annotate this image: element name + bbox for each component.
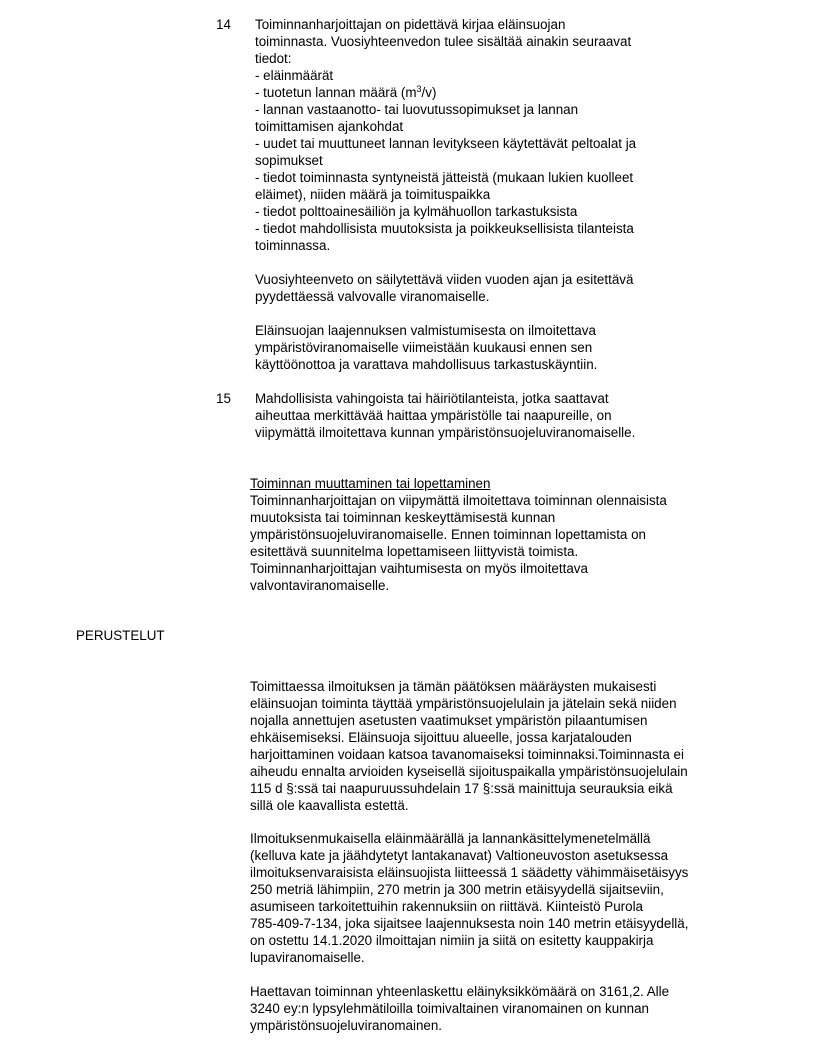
- text-line: Vuosiyhteenveto on säilytettävä viiden vuoden ajan ja esitettävä: [255, 272, 634, 287]
- list-item: eläimet), niiden määrä ja toimituspaikka: [255, 187, 491, 202]
- text-line: viipymättä ilmoitettava kunnan ympäristönsuojeluviranomaiselle.: [255, 425, 636, 440]
- list-item: - tiedot toiminnasta syntyneistä jätteistä (mukaan lukien kuolleet: [255, 170, 634, 185]
- text-line: käyttöönottoa ja varattava mahdollisuus tarkastuskäyntiin.: [255, 357, 598, 372]
- text-line: ympäristönsuojeluviranomainen.: [250, 1018, 443, 1033]
- change-section: [250, 475, 740, 594]
- item-14-paragraph-3: [255, 322, 745, 373]
- list-item: - uudet tai muuttuneet lannan levitykseen käytettävät peltoalat ja: [255, 136, 637, 151]
- item-14-text: [255, 16, 745, 254]
- text-line: Toiminnanharjoittajan vaihtumisesta on myös ilmoitettava: [250, 561, 588, 576]
- text-line: aiheuttaa merkittävää haittaa ympäristölle tai naapureille, on: [255, 408, 612, 423]
- text-line: toiminnasta. Vuosiyhteenvedon tulee sisältää ainakin seuraavat: [255, 34, 632, 49]
- list-item: - lannan vastaanotto- tai luovutussopimukset ja lannan: [255, 102, 579, 117]
- text-line: eläinsuojan toiminta täyttää ympäristönsuojelulain ja jätelain sekä niiden: [250, 696, 677, 711]
- text-line: Toimittaessa ilmoituksen ja tämän päätöksen määräysten mukaisesti: [250, 679, 657, 694]
- list-item: sopimukset: [255, 153, 323, 168]
- text-line: ehkäisemiseksi. Eläinsuoja sijoittuu alueelle, jossa karjatalouden: [250, 730, 632, 745]
- item-14-paragraph-2: [255, 271, 745, 305]
- text-line: pyydettäessä valvovalle viranomaiselle.: [255, 289, 490, 304]
- text-line: Mahdollisista vahingoista tai häiriötilanteista, jotka saattavat: [255, 391, 609, 406]
- perustelut-paragraph-1: [250, 678, 740, 814]
- text-line: valvontaviranomaiselle.: [250, 578, 390, 593]
- list-item: [255, 84, 745, 101]
- text-line: ympäristönsuojeluviranomaiselle. Ennen toiminnan lopettamista on: [250, 527, 646, 542]
- text-line: 3240 ey:n lypsylehmätiloilla toimivaltainen viranomainen on kunnan: [250, 1001, 649, 1016]
- list-item-text: - tuotetun lannan määrä (m: [255, 85, 417, 100]
- text-line: (kelluva kate ja jäähdytetyt lantakanavat) Valtioneuvoston asetuksessa: [250, 848, 669, 863]
- list-item: toimittamisen ajankohdat: [255, 119, 404, 134]
- list-item-text: /v): [421, 85, 437, 100]
- item-14-number: 14: [216, 17, 231, 32]
- text-line: Ilmoituksenmukaisella eläinmäärällä ja lannankäsittelymenetelmällä: [250, 831, 651, 846]
- text-line: aiheudu ennalta arvioiden kyseisellä sijoituspaikalla ympäristönsuojelulain: [250, 764, 688, 779]
- text-line: harjoittaminen voidaan katsoa tavanomaiseksi toiminnaksi.Toiminnasta ei: [250, 747, 684, 762]
- list-item: - tiedot polttoainesäiliön ja kylmähuollon tarkastuksista: [255, 204, 578, 219]
- text-line: tiedot:: [255, 51, 292, 66]
- text-line: muutoksista tai toiminnan keskeyttämisestä kunnan: [250, 510, 556, 525]
- text-line: Eläinsuojan laajennuksen valmistumisesta on ilmoitettava: [255, 323, 596, 338]
- text-line: Toiminnanharjoittajan on viipymättä ilmoitettava toiminnan olennaisista: [250, 493, 667, 508]
- superscript: 3: [416, 84, 422, 94]
- text-line: 115 d §:ssä tai naapuruussuhdelain 17 §:ssä mainittuja seurauksia eikä: [250, 781, 673, 796]
- perustelut-paragraph-2: [250, 830, 740, 966]
- item-15-number: 15: [216, 391, 231, 406]
- text-line: lupaviranomaiselle.: [250, 950, 365, 965]
- perustelut-heading: PERUSTELUT: [76, 628, 165, 643]
- text-line: Haettavan toiminnan yhteenlaskettu eläinyksikkömäärä on 3161,2. Alle: [250, 984, 670, 999]
- text-line: 785-409-7-134, joka sijaitsee laajennuksesta noin 140 metrin etäisyydellä,: [250, 916, 689, 931]
- text-line: 250 metriä lähimpiin, 270 metrin ja 300 metrin etäisyydellä sijaitseviin,: [250, 882, 664, 897]
- section-heading: Toiminnan muuttaminen tai lopettaminen: [250, 476, 491, 491]
- item-15-text: [255, 390, 745, 441]
- text-line: sillä ole kaavallista estettä.: [250, 798, 409, 813]
- text-line: asumiseen tarkoitettuihin rakennuksiin on riittävä. Kiinteistö Purola: [250, 899, 643, 914]
- list-item: - tiedot mahdollisista muutoksista ja poikkeuksellisista tilanteista: [255, 221, 634, 236]
- text-line: ilmoituksenvaraisista eläinsuojista liitteessä 1 säädetty vähimmäisetäisyys: [250, 865, 689, 880]
- text-line: on ostettu 14.1.2020 ilmoittajan nimiin ja siitä on esitetty kauppakirja: [250, 933, 654, 948]
- text-line: nojalla annettujen asetusten vaatimukset ympäristön pilaantumisen: [250, 713, 648, 728]
- perustelut-paragraph-3: [250, 983, 740, 1034]
- text-line: esitettävä suunnitelma lopettamiseen liittyvistä toimista.: [250, 544, 579, 559]
- list-item: toiminnassa.: [255, 238, 331, 253]
- text-line: Toiminnanharjoittajan on pidettävä kirjaa eläinsuojan: [255, 17, 566, 32]
- list-item: - eläinmäärät: [255, 68, 334, 83]
- text-line: ympäristöviranomaiselle viimeistään kuukausi ennen sen: [255, 340, 593, 355]
